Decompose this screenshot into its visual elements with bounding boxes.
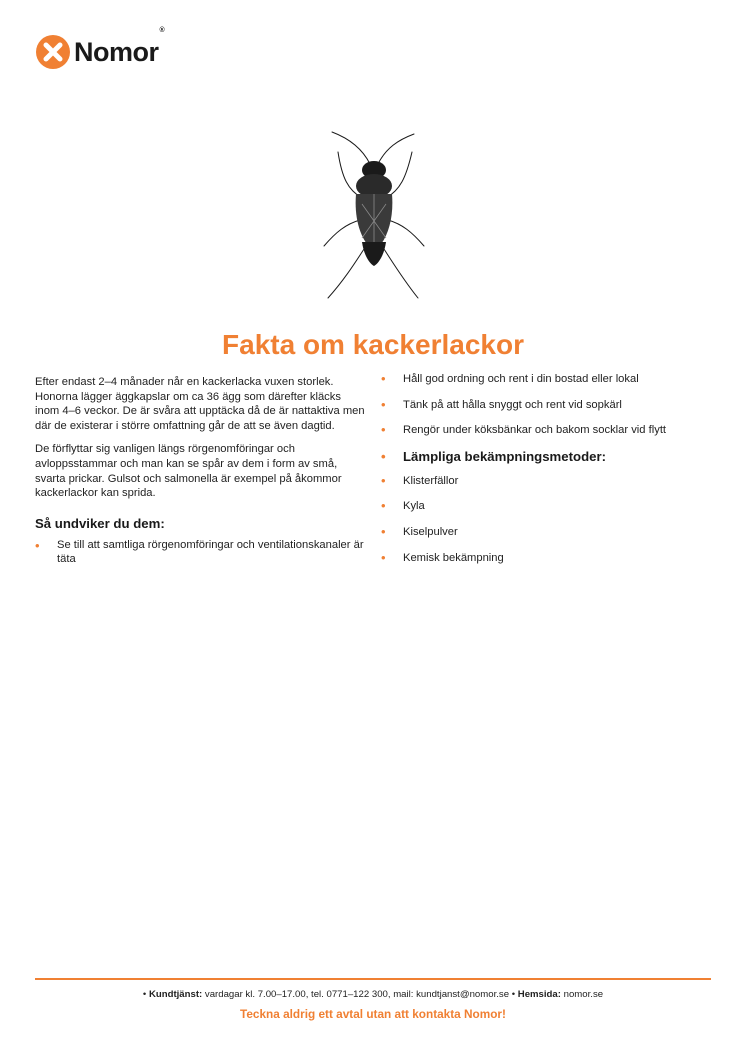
bullet-icon: •: [381, 371, 386, 386]
bullet-icon: •: [381, 396, 386, 412]
brand-name: Nomor®: [74, 26, 165, 67]
nomor-x-logo-icon: [36, 35, 70, 69]
footer-cta: Teckna aldrig ett avtal utan att kontakta Nomor!: [240, 1007, 506, 1021]
bullet-icon: •: [381, 472, 386, 488]
list-item: • Se till att samtliga rörgenomföringar och ventilationskanaler är täta: [35, 538, 364, 565]
intro-paragraph: De förflyttar sig vanligen längs rörgenomföringar och avloppsstammar och man kan se spår av dem i form av små, svarta prickar. Gulsot och salmonella är exempel på åkommor kackerlackor kan sprida.: [35, 443, 342, 500]
list-item: • Rengör under köksbänkar och bakom socklar vid flytt: [381, 422, 667, 438]
brand-logo: [36, 26, 165, 69]
footer-contact: • Kundtjänst: vardagar kl. 7.00–17.00, tel. 0771–122 300, mail: kundtjanst@nomor.se • Hemsida: nomor.se: [142, 989, 604, 1000]
right-column: [381, 372, 711, 576]
list-item: • Tänk på att hålla snyggt och rent vid sopkärl: [381, 396, 622, 412]
left-column: [35, 375, 365, 566]
list-item: • Håll god ordning och rent i din bostad eller lokal: [381, 371, 639, 386]
website-link[interactable]: nomor.se: [563, 989, 604, 1000]
list-item: • Kemisk bekämpning: [381, 549, 504, 565]
methods-heading: • Lämpliga bekämpningsmetoder:: [381, 448, 606, 464]
page-title: Fakta om kackerlackor: [222, 329, 524, 360]
bullet-icon: •: [381, 422, 386, 438]
methods-list: [381, 474, 711, 565]
bullet-icon: •: [381, 523, 386, 539]
avoid-list-continued: [381, 372, 711, 437]
bullet-icon: •: [381, 498, 386, 514]
bullet-icon: •: [35, 538, 40, 554]
list-item: • Klisterfällor: [381, 472, 459, 488]
avoid-list: [35, 539, 365, 566]
list-item: • Kyla: [381, 498, 425, 514]
avoid-heading: Så undviker du dem:: [35, 515, 165, 531]
list-item: • Kiselpulver: [381, 523, 458, 539]
intro-paragraph: Efter endast 2–4 månader når en kackerlacka vuxen storlek. Honorna lägger äggkapslar om ca 36 ägg som därefter kläcks inom 4–6 veckor. De är svåra att upptäcka då de är nattaktiva men där de existerar i större omfattning går de att se även dagtid.: [35, 376, 365, 432]
footer-divider: [35, 978, 711, 980]
bullet-icon: •: [381, 448, 386, 464]
cockroach-illustration: [318, 128, 430, 304]
bullet-icon: •: [381, 549, 386, 565]
